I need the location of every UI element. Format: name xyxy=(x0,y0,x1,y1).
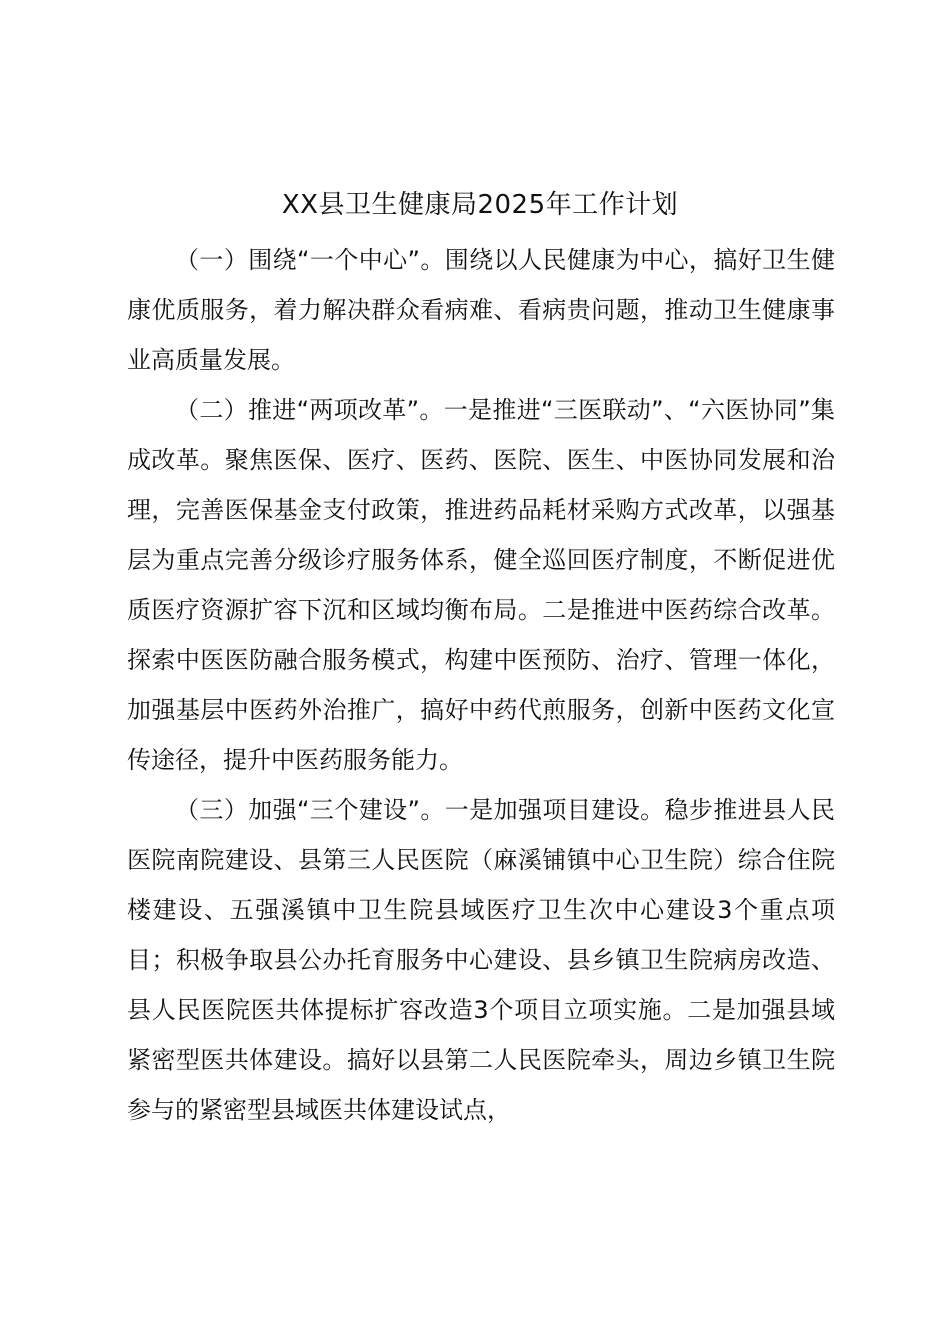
document-body xyxy=(127,235,835,1135)
paragraph-one-center: （一）围绕“一个中心”。围绕以人民健康为中心，搞好卫生健康优质服务，着力解决群众看病难、看病贵问题，推动卫生健康事业高质量发展。 xyxy=(127,246,835,374)
document-title: XX县卫生健康局2025年工作计划 xyxy=(281,190,679,220)
paragraph-two-reforms: （二）推进“两项改革”。一是推进“三医联动”、“六医协同”集成改革。聚焦医保、医疗、医药、医院、医生、中医协同发展和治理，完善医保基金支付政策，推进药品耗材采购方式改革，以强基层为重点完善分级诊疗服务体系，健全巡回医疗制度，不断促进优质医疗资源扩容下沉和区域均衡布局。二是推进中医药综合改革。探索中医医防融合服务模式，构建中医预防、治疗、管理一体化，加强基层中医药外治推广，搞好中药代煎服务，创新中医药文化宣传途径，提升中医药服务能力。 xyxy=(127,396,835,774)
paragraph-three-constructions: （三）加强“三个建设”。一是加强项目建设。稳步推进县人民医院南院建设、县第三人民医院（麻溪铺镇中心卫生院）综合住院楼建设、五强溪镇中卫生院县域医疗卫生次中心建设3个重点项目；积极争取县公办托育服务中心建设、县乡镇卫生院病房改造、县人民医院医共体提标扩容改造3个项目立项实施。二是加强县域紧密型医共体建设。搞好以县第二人民医院牵头，周边乡镇卫生院参与的紧密型县域医共体建设试点， xyxy=(127,796,835,1124)
